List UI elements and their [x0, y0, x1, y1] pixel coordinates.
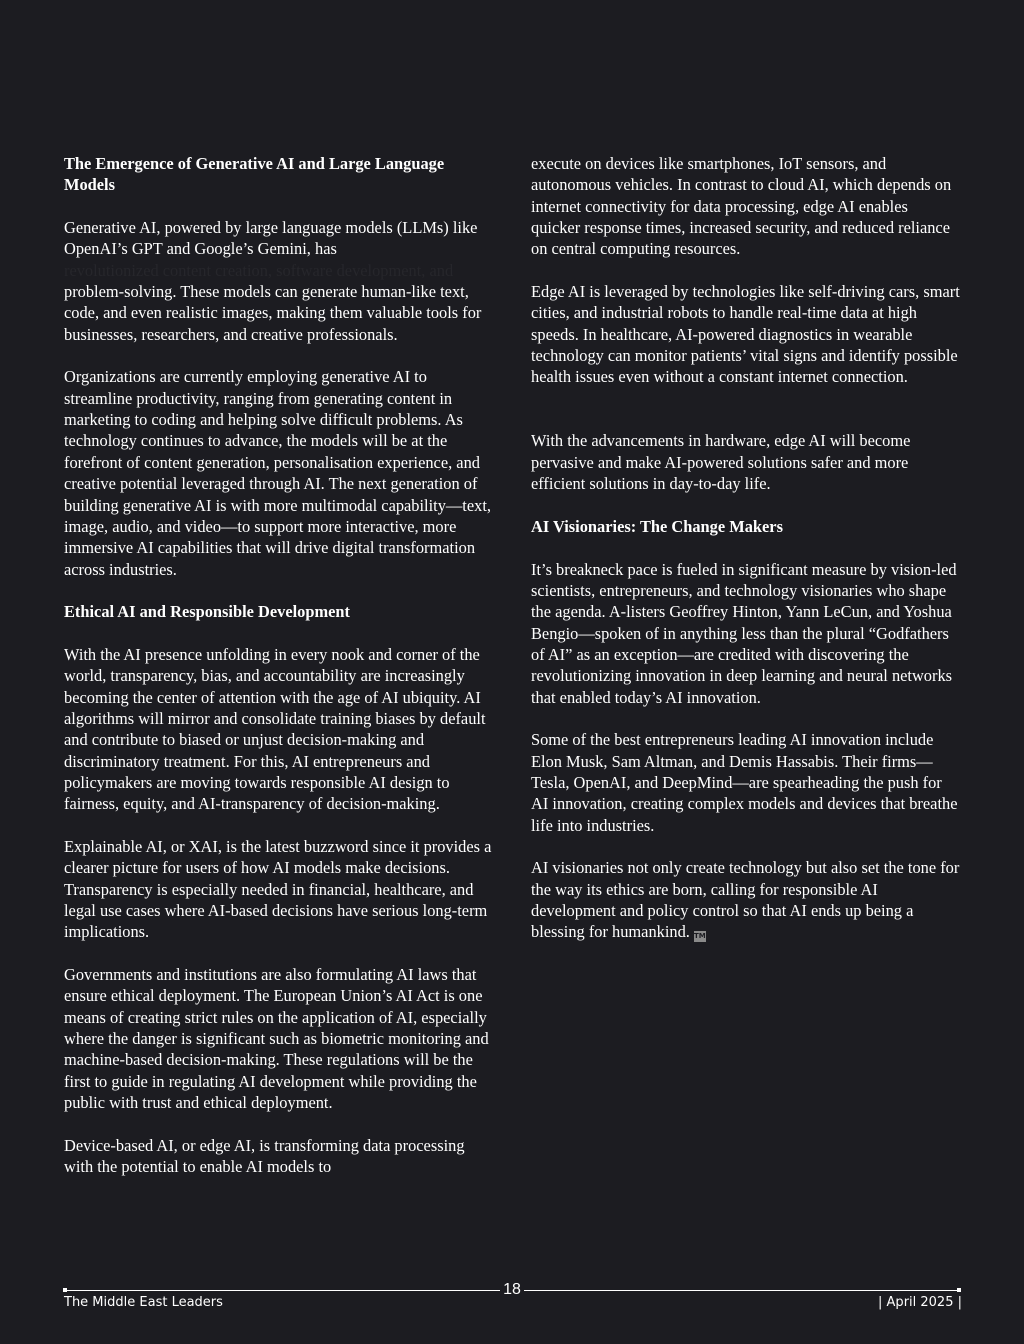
paragraph: Device-based AI, or edge AI, is transforming data processing with the potential to enable AI models to — [64, 1135, 465, 1177]
section-heading: AI Visionaries: The Change Makers — [531, 516, 783, 536]
paragraph: With the AI presence unfolding in every nook and corner of the world, transparency, bias, and accountability are increasingly becoming the center of attention with the age of AI ubiquity. AI algorithms will mirror and consolidate training biases by default and contribute to biased or unjust decision-making and discriminatory treatment. For this, AI entrepreneurs and policymakers are moving towards responsible AI design to fairness, equity, and AI-transparency of decision-making. — [64, 644, 486, 814]
left-column — [64, 153, 496, 1178]
paragraph — [64, 217, 496, 345]
paragraph: execute on devices like smartphones, IoT sensors, and autonomous vehicles. In contrast to cloud AI, which depends on internet connectivity for data processing, edge AI enables quicker response times, increased security, and reduced reliance on central computing resources. — [531, 154, 952, 259]
paragraph-text: problem-solving. These models can generate human-like text, code, and even realistic images, making them valuable tools for businesses, researchers, and creative professionals. — [64, 282, 482, 344]
issue-date: | April 2025 | — [878, 1295, 962, 1310]
footer-line-end-dot — [957, 1288, 961, 1292]
paragraph: Edge AI is leveraged by technologies like self-driving cars, smart cities, and industrial robots to handle real-time data at high speeds. In healthcare, AI-powered diagnostics in wearable technology can monitor patients’ vital signs and identify possible health issues even without a constant internet connection. — [531, 282, 960, 387]
section-heading: Ethical AI and Responsible Development — [64, 602, 350, 622]
section-heading: The Emergence of Generative AI and Large Language Models — [64, 154, 445, 195]
end-of-article-icon: TM — [694, 932, 706, 941]
paragraph-text: AI visionaries not only create technology but also set the tone for the way its ethics are born, calling for responsible AI development and policy control so that AI ends up being a blessing for humankind. — [531, 858, 960, 942]
paragraph — [531, 857, 961, 942]
paragraph: Organizations are currently employing generative AI to streamline productivity, ranging from generating content in marketing to coding and helping solve difficult problems. As technology continues to advance, the models will be at the forefront of content generation, personalisation experience, and creative potential leveraged through AI. The next generation of building generative AI is with more multimodal capability—text, image, audio, and video—to support more interactive, more immersive AI capabilities that will drive digital transformation across industries. — [64, 367, 491, 579]
paragraph: Some of the best entrepreneurs leading AI innovation include Elon Musk, Sam Altman, and Demis Hassabis. Their firms—Tesla, OpenAI, and DeepMind—are spearheading the push for AI innovation, creating complex models and devices that breathe life into industries. — [531, 730, 958, 835]
faded-text: revolutionized content creation, software development, and — [64, 260, 454, 280]
right-column — [531, 153, 961, 943]
paragraph: Governments and institutions are also formulating AI laws that ensure ethical deployment. The European Union’s AI Act is one means of creating strict rules on the application of AI, especially where the danger is significant such as biometric monitoring and machine-based decision-making. These regulations will be the first to guide in regulating AI development while providing the public with trust and ethical deployment. — [64, 965, 489, 1113]
publication-name: The Middle East Leaders — [64, 1295, 223, 1310]
footer-divider-left — [64, 1290, 500, 1291]
footer-divider-right — [524, 1290, 960, 1291]
paragraph-text: Generative AI, powered by large language models (LLMs) like OpenAI’s GPT and Google’s Gemini, has — [64, 218, 478, 259]
paragraph: It’s breakneck pace is fueled in significant measure by vision-led scientists, entrepreneurs, and technology visionaries who shape the agenda. A-listers Geoffrey Hinton, Yann LeCun, and Yoshua Bengio—spoken of in anything less than the plural “Godfathers of AI” as an exception—are credited with discovering the revolutionizing innovation in deep learning and neural networks that enabled today’s AI innovation. — [531, 559, 957, 707]
paragraph: With the advancements in hardware, edge AI will become pervasive and make AI-powered solutions safer and more efficient solutions in day-to-day life. — [531, 431, 911, 494]
paragraph: Explainable AI, or XAI, is the latest buzzword since it provides a clearer picture for users of how AI models make decisions. Transparency is especially needed in financial, healthcare, and legal use cases where AI-based decisions have serious long-term implications. — [64, 837, 492, 942]
page-number: 18 — [503, 1281, 521, 1298]
